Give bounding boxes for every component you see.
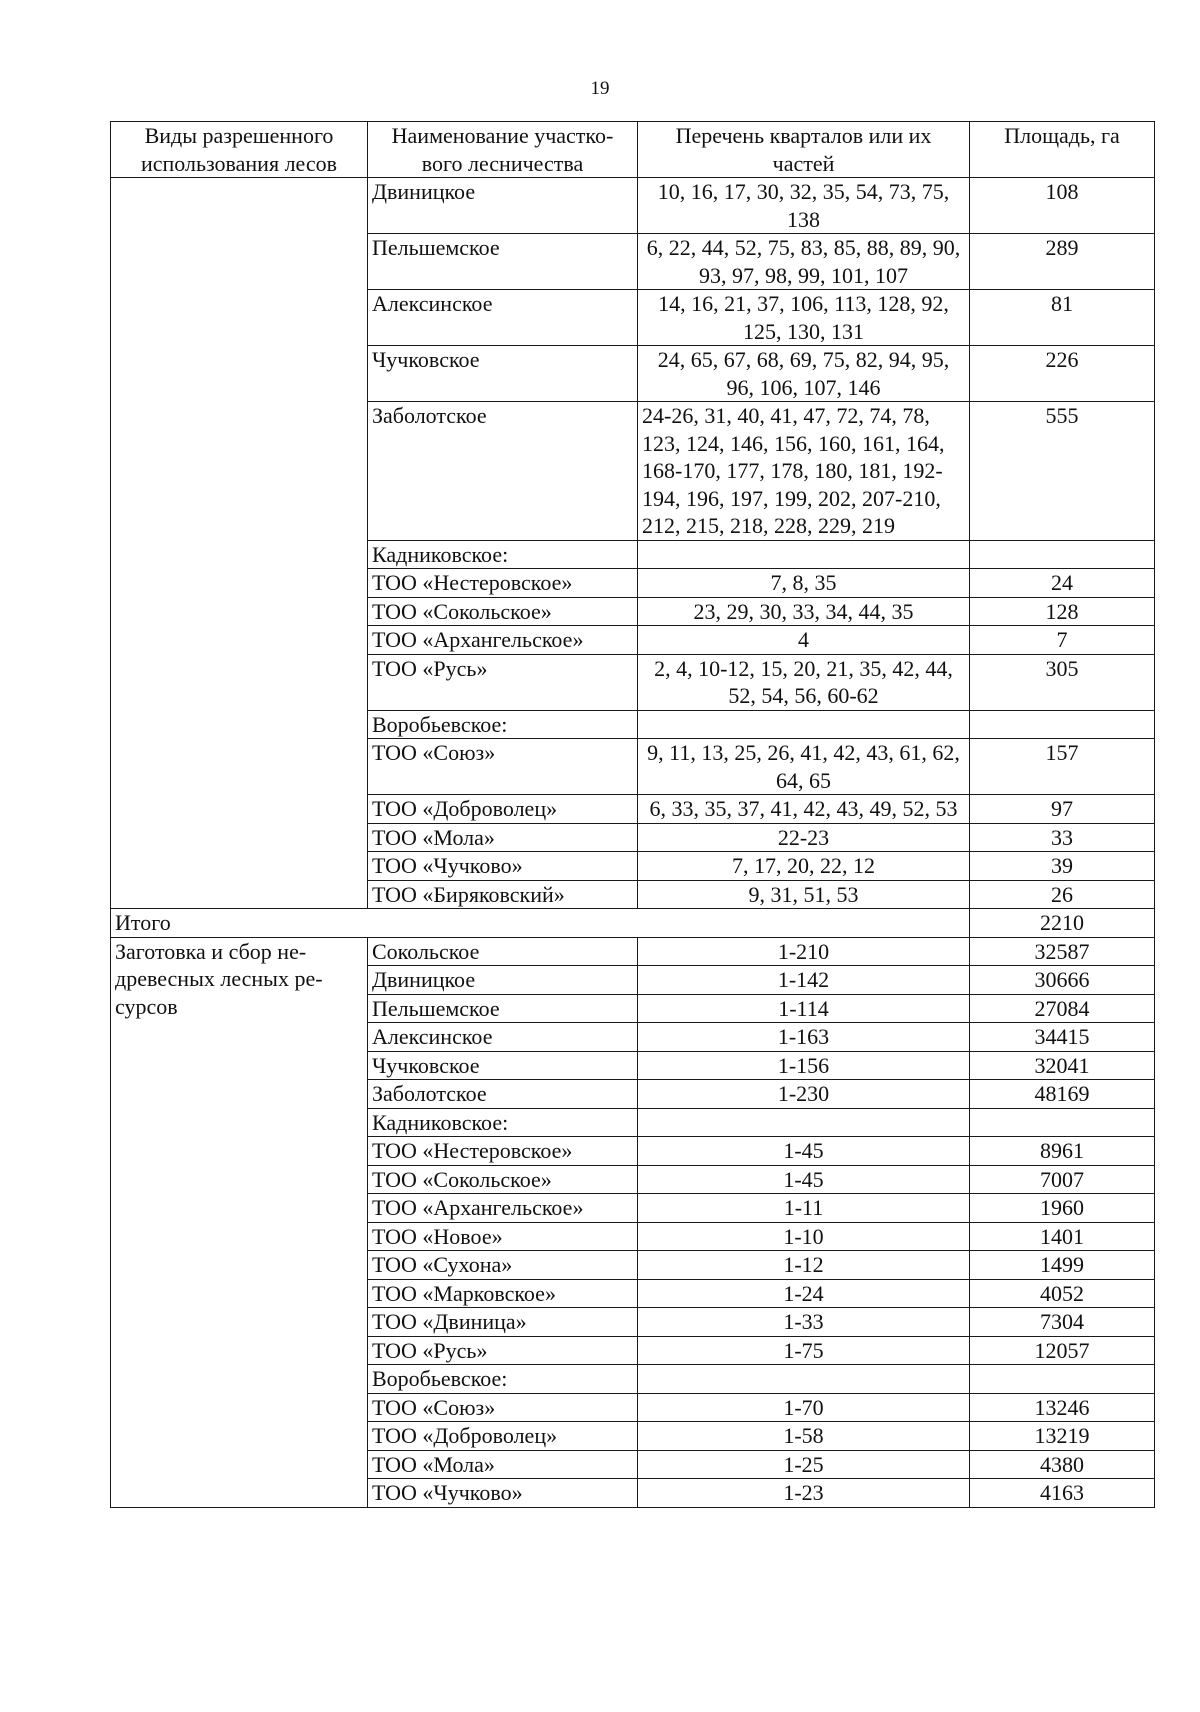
forestry-name-cell: ТОО «Мола» (368, 1450, 638, 1479)
area-cell: 1401 (970, 1222, 1155, 1251)
area-cell: 7 (970, 626, 1155, 655)
area-cell: 97 (970, 795, 1155, 824)
forestry-name-cell: Алексинское (368, 290, 638, 346)
forestry-name-cell: Воробьевское: (368, 710, 638, 739)
forestry-name-cell: Кадниковское: (368, 540, 638, 569)
area-cell (970, 1365, 1155, 1394)
forestry-name-cell: Чучковское (368, 346, 638, 402)
header-use-type: Виды разрешенного использования лесов (111, 122, 368, 178)
area-cell: 13219 (970, 1422, 1155, 1451)
area-cell: 4380 (970, 1450, 1155, 1479)
area-cell: 289 (970, 234, 1155, 290)
area-cell: 108 (970, 178, 1155, 234)
forestry-name-cell: ТОО «Русь» (368, 654, 638, 710)
quarters-cell: 1-142 (638, 966, 970, 995)
quarters-cell: 1-58 (638, 1422, 970, 1451)
forestry-name-cell: ТОО «Доброволец» (368, 1422, 638, 1451)
quarters-cell: 1-163 (638, 1023, 970, 1052)
area-cell: 1499 (970, 1251, 1155, 1280)
area-cell: 32041 (970, 1051, 1155, 1080)
quarters-cell: 9, 31, 51, 53 (638, 880, 970, 909)
quarters-cell (638, 710, 970, 739)
forest-use-table (110, 121, 1155, 1508)
area-cell: 128 (970, 597, 1155, 626)
area-cell: 32587 (970, 937, 1155, 966)
total-row (111, 909, 1155, 938)
area-cell: 81 (970, 290, 1155, 346)
header-forestry-name: Наименование участко-вого лесничества (368, 122, 638, 178)
forestry-name-cell: Воробьевское: (368, 1365, 638, 1394)
quarters-cell: 1-114 (638, 994, 970, 1023)
table-body (111, 178, 1155, 1508)
quarters-cell: 2, 4, 10-12, 15, 20, 21, 35, 42, 44, 52, 54, 56, 60-62 (638, 654, 970, 710)
forestry-name-cell: Алексинское (368, 1023, 638, 1052)
quarters-cell (638, 1108, 970, 1137)
quarters-cell: 1-23 (638, 1479, 970, 1508)
forestry-name-cell: ТОО «Двиница» (368, 1308, 638, 1337)
area-cell (970, 710, 1155, 739)
area-cell: 555 (970, 402, 1155, 541)
page-number: 19 (590, 78, 610, 99)
forestry-name-cell: Заболотское (368, 402, 638, 541)
quarters-cell: 23, 29, 30, 33, 34, 44, 35 (638, 597, 970, 626)
table-header-row (111, 122, 1155, 178)
forestry-name-cell: ТОО «Чучково» (368, 1479, 638, 1508)
forestry-name-cell: Пельшемское (368, 994, 638, 1023)
area-cell: 1960 (970, 1194, 1155, 1223)
area-cell: 48169 (970, 1080, 1155, 1109)
forestry-name-cell: ТОО «Биряковский» (368, 880, 638, 909)
area-cell: 8961 (970, 1137, 1155, 1166)
area-cell: 4052 (970, 1279, 1155, 1308)
area-cell: 24 (970, 569, 1155, 598)
area-cell: 12057 (970, 1336, 1155, 1365)
forestry-name-cell: ТОО «Сокольское» (368, 597, 638, 626)
quarters-cell (638, 1365, 970, 1394)
forestry-name-cell: ТОО «Союз» (368, 739, 638, 795)
area-cell: 13246 (970, 1393, 1155, 1422)
forestry-name-cell: Сокольское (368, 937, 638, 966)
forestry-name-cell: ТОО «Доброволец» (368, 795, 638, 824)
quarters-cell: 1-45 (638, 1165, 970, 1194)
forestry-name-cell: ТОО «Мола» (368, 823, 638, 852)
use-type-cell: Заготовка и сбор не-древесных лесных ре-сурсов (111, 937, 368, 1507)
forestry-name-cell: ТОО «Архангельское» (368, 626, 638, 655)
quarters-cell: 24-26, 31, 40, 41, 47, 72, 74, 78, 123, 124, 146, 156, 160, 161, 164, 168-170, 177, 178, 180, 181, 192-194, 196, 197, 199, 202, 207-210, 212, 215, 218, 228, 229, 219 (638, 402, 970, 541)
quarters-cell: 1-10 (638, 1222, 970, 1251)
area-cell (970, 540, 1155, 569)
quarters-cell: 1-230 (638, 1080, 970, 1109)
area-cell: 7007 (970, 1165, 1155, 1194)
quarters-cell: 24, 65, 67, 68, 69, 75, 82, 94, 95, 96, 106, 107, 146 (638, 346, 970, 402)
quarters-cell: 14, 16, 21, 37, 106, 113, 128, 92, 125, 130, 131 (638, 290, 970, 346)
forestry-name-cell: ТОО «Чучково» (368, 852, 638, 881)
quarters-cell: 1-45 (638, 1137, 970, 1166)
forestry-name-cell: Заболотское (368, 1080, 638, 1109)
forestry-name-cell: ТОО «Сокольское» (368, 1165, 638, 1194)
forestry-name-cell: ТОО «Сухона» (368, 1251, 638, 1280)
total-label: Итого (111, 909, 970, 938)
quarters-cell: 1-210 (638, 937, 970, 966)
forestry-name-cell: ТОО «Нестеровское» (368, 569, 638, 598)
table-row (111, 937, 1155, 966)
area-cell: 39 (970, 852, 1155, 881)
quarters-cell: 9, 11, 13, 25, 26, 41, 42, 43, 61, 62, 64, 65 (638, 739, 970, 795)
forestry-name-cell: Чучковское (368, 1051, 638, 1080)
area-cell: 27084 (970, 994, 1155, 1023)
area-cell: 305 (970, 654, 1155, 710)
quarters-cell: 4 (638, 626, 970, 655)
forestry-name-cell: ТОО «Архангельское» (368, 1194, 638, 1223)
total-area: 2210 (970, 909, 1155, 938)
forestry-name-cell: ТОО «Нестеровское» (368, 1137, 638, 1166)
forestry-name-cell: ТОО «Новое» (368, 1222, 638, 1251)
table-row (111, 178, 1155, 234)
quarters-cell (638, 540, 970, 569)
area-cell: 34415 (970, 1023, 1155, 1052)
quarters-cell: 1-12 (638, 1251, 970, 1280)
quarters-cell: 1-25 (638, 1450, 970, 1479)
quarters-cell: 10, 16, 17, 30, 32, 35, 54, 73, 75, 138 (638, 178, 970, 234)
area-cell (970, 1108, 1155, 1137)
quarters-cell: 7, 17, 20, 22, 12 (638, 852, 970, 881)
header-area: Площадь, га (970, 122, 1155, 178)
quarters-cell: 1-33 (638, 1308, 970, 1337)
quarters-cell: 1-24 (638, 1279, 970, 1308)
quarters-cell: 1-70 (638, 1393, 970, 1422)
forestry-name-cell: Двиницкое (368, 178, 638, 234)
area-cell: 157 (970, 739, 1155, 795)
area-cell: 4163 (970, 1479, 1155, 1508)
use-type-cell-empty (111, 178, 368, 909)
quarters-cell: 1-156 (638, 1051, 970, 1080)
quarters-cell: 6, 33, 35, 37, 41, 42, 43, 49, 52, 53 (638, 795, 970, 824)
forestry-name-cell: Пельшемское (368, 234, 638, 290)
area-cell: 226 (970, 346, 1155, 402)
area-cell: 26 (970, 880, 1155, 909)
quarters-cell: 1-75 (638, 1336, 970, 1365)
quarters-cell: 6, 22, 44, 52, 75, 83, 85, 88, 89, 90, 93, 97, 98, 99, 101, 107 (638, 234, 970, 290)
forestry-name-cell: ТОО «Марковское» (368, 1279, 638, 1308)
area-cell: 33 (970, 823, 1155, 852)
forestry-name-cell: ТОО «Союз» (368, 1393, 638, 1422)
area-cell: 30666 (970, 966, 1155, 995)
area-cell: 7304 (970, 1308, 1155, 1337)
quarters-cell: 7, 8, 35 (638, 569, 970, 598)
forestry-name-cell: Кадниковское: (368, 1108, 638, 1137)
forestry-name-cell: Двиницкое (368, 966, 638, 995)
quarters-cell: 1-11 (638, 1194, 970, 1223)
forestry-name-cell: ТОО «Русь» (368, 1336, 638, 1365)
quarters-cell: 22-23 (638, 823, 970, 852)
header-quarters: Перечень кварталов или их частей (638, 122, 970, 178)
